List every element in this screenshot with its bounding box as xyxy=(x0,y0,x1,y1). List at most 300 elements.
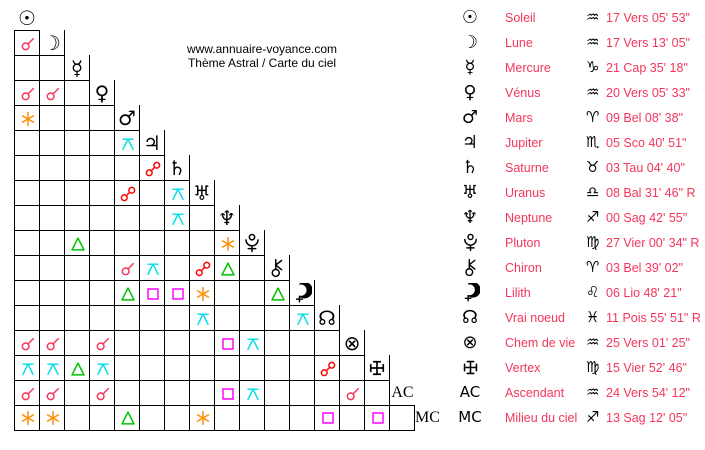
legend-row-soleil xyxy=(450,5,705,30)
aspect-cell-empty xyxy=(239,405,265,431)
aspect-cell-empty xyxy=(339,405,365,431)
grid-glyph-ascendant xyxy=(389,380,415,406)
aspect-cell-empty xyxy=(64,305,90,331)
sagittarius-icon: ♐ xyxy=(586,208,600,226)
aspect-quincunx-chiron-jupiter xyxy=(139,255,165,281)
legend-row-chem-de-vie xyxy=(450,330,705,355)
aspect-cell-empty xyxy=(89,230,115,256)
neptune-icon: ♆ xyxy=(218,206,236,230)
taurus-icon: ♉ xyxy=(586,158,600,176)
conjunction-icon xyxy=(45,386,61,402)
conjunction-icon xyxy=(20,336,36,352)
aspect-cell-empty xyxy=(264,405,290,431)
aspect-square-lilith-jupiter xyxy=(139,280,165,306)
aspect-cell-empty xyxy=(89,305,115,331)
legend-planet-name: Vénus xyxy=(505,85,541,100)
saturn-icon: ♄ xyxy=(168,156,186,180)
venus-icon: ♀ xyxy=(94,81,110,105)
aspect-cell-empty xyxy=(214,355,240,381)
aspect-trine-lilith-mars xyxy=(114,280,140,306)
aspect-cell-empty xyxy=(114,205,140,231)
legend-row-vertex xyxy=(450,355,705,380)
mc-label: MC xyxy=(458,408,482,426)
aspect-sextile-pluton-neptune xyxy=(214,230,240,256)
aspect-cell-empty xyxy=(289,405,315,431)
aspect-sextile-milieu-du-ciel-lune xyxy=(39,405,65,431)
jupiter-icon: ♃ xyxy=(461,131,479,153)
opposition-icon xyxy=(320,361,336,377)
aspect-cell-empty xyxy=(389,405,415,431)
aspect-trine-pluton-mercure xyxy=(64,230,90,256)
legend-planet-name: Vrai noeud xyxy=(505,310,565,325)
node-icon: ☊ xyxy=(318,306,336,330)
aspect-opposition-saturne-jupiter xyxy=(139,155,165,181)
uranus-icon: ♅ xyxy=(461,181,479,203)
aspect-cell-empty xyxy=(14,180,40,206)
aspect-cell-empty xyxy=(39,305,65,331)
aspect-cell-empty xyxy=(139,355,165,381)
aspect-cell-empty xyxy=(339,355,365,381)
aspect-quincunx-vrai-noeud-uranus xyxy=(189,305,215,331)
aspect-opposition-uranus-mars xyxy=(114,180,140,206)
aspect-trine-lilith-chiron xyxy=(264,280,290,306)
mercury-icon: ☿ xyxy=(70,56,84,80)
mars-icon: ♂ xyxy=(461,106,479,128)
grid-glyph-lune xyxy=(39,30,65,56)
sextile-icon xyxy=(45,410,61,426)
page-title xyxy=(150,42,374,70)
aspect-cell-empty xyxy=(64,330,90,356)
aspect-cell-empty xyxy=(14,230,40,256)
venus-icon: ♀ xyxy=(463,81,477,103)
aspect-opposition-chiron-uranus xyxy=(189,255,215,281)
aspect-cell-empty xyxy=(239,255,265,281)
aspect-cell-empty xyxy=(189,355,215,381)
aspect-cell-empty xyxy=(214,405,240,431)
legend-planet-name: Uranus xyxy=(505,185,546,200)
lilith-icon xyxy=(450,283,490,302)
trine-icon xyxy=(120,286,136,302)
aspect-cell-empty xyxy=(314,380,340,406)
aspect-cell-empty xyxy=(114,330,140,356)
legend-position: 03 Bel 39' 02" xyxy=(606,260,684,275)
aspect-cell-empty xyxy=(64,155,90,181)
aspect-cell-empty xyxy=(314,330,340,356)
trine-icon xyxy=(70,236,86,252)
grid-glyph-chiron xyxy=(264,255,290,281)
aspect-cell-empty xyxy=(14,55,40,81)
legend-planet-name: Neptune xyxy=(505,210,553,225)
aspect-cell-empty xyxy=(64,380,90,406)
conjunction-icon xyxy=(95,336,111,352)
quincunx-icon xyxy=(145,261,161,277)
aries-icon: ♈ xyxy=(586,108,600,126)
aspect-cell-empty xyxy=(14,255,40,281)
trine-icon xyxy=(220,261,236,277)
aspect-cell-empty xyxy=(14,305,40,331)
conjunction-icon xyxy=(120,261,136,277)
legend-position: 17 Vers 05' 53" xyxy=(606,10,690,25)
grid-glyph-chem-de-vie xyxy=(339,330,365,356)
pisces-icon: ♓ xyxy=(586,308,600,326)
legend-row-uranus xyxy=(450,180,705,205)
aspect-cell-empty xyxy=(64,80,90,106)
legend-planet-name: Mars xyxy=(505,110,533,125)
aspect-cell-empty xyxy=(139,305,165,331)
legend-position: 15 Vier 52' 46" xyxy=(606,360,687,375)
aspect-cell-empty xyxy=(164,230,190,256)
legend-row-milieu-du-ciel xyxy=(450,405,705,430)
aspect-quincunx-vrai-noeud-lilith xyxy=(289,305,315,331)
aspect-conjunction-lune-soleil xyxy=(14,30,40,56)
legend-position: 21 Cap 35' 18" xyxy=(606,60,688,75)
aspect-conjunction-venus-soleil xyxy=(14,80,40,106)
square-icon xyxy=(145,286,161,302)
square-icon xyxy=(220,386,236,402)
legend-row-ascendant xyxy=(450,380,705,405)
quincunx-icon xyxy=(45,361,61,377)
aspect-cell-empty xyxy=(89,280,115,306)
quincunx-icon xyxy=(295,311,311,327)
aspect-quincunx-uranus-saturne xyxy=(164,180,190,206)
aspect-conjunction-chem-de-vie-lune xyxy=(39,330,65,356)
aspect-cell-empty xyxy=(239,305,265,331)
aspect-conjunction-ascendant-soleil xyxy=(14,380,40,406)
grid-glyph-pluton xyxy=(239,230,265,256)
aspect-cell-empty xyxy=(264,380,290,406)
conjunction-icon xyxy=(20,36,36,52)
aspect-square-milieu-du-ciel-vertex xyxy=(364,405,390,431)
jupiter-icon: ♃ xyxy=(143,131,161,155)
square-icon xyxy=(170,286,186,302)
sextile-icon xyxy=(195,410,211,426)
aspect-cell-empty xyxy=(164,405,190,431)
aspect-cell-empty xyxy=(89,205,115,231)
aspect-quincunx-chem-de-vie-pluton xyxy=(239,330,265,356)
aspect-cell-empty xyxy=(264,305,290,331)
sextile-icon xyxy=(20,111,36,127)
aspect-cell-empty xyxy=(64,255,90,281)
pluto-icon xyxy=(242,233,262,253)
legend-row-lune xyxy=(450,30,705,55)
part_of_fortune-icon: ⊗ xyxy=(462,331,478,353)
lilith-icon xyxy=(292,283,312,303)
grid-glyph-vertex xyxy=(364,355,390,381)
aspect-conjunction-ascendant-venus xyxy=(89,380,115,406)
chiron-icon xyxy=(267,258,287,278)
planet-legend xyxy=(450,0,705,450)
aspect-conjunction-chem-de-vie-soleil xyxy=(14,330,40,356)
quincunx-icon xyxy=(170,211,186,227)
sextile-icon xyxy=(20,410,36,426)
aspect-conjunction-ascendant-lune xyxy=(39,380,65,406)
aspect-cell-empty xyxy=(264,330,290,356)
grid-glyph-neptune xyxy=(214,205,240,231)
legend-row-neptune xyxy=(450,205,705,230)
ac-label: AC xyxy=(391,384,414,401)
opposition-icon xyxy=(145,161,161,177)
aspect-cell-empty xyxy=(89,155,115,181)
quincunx-icon xyxy=(170,186,186,202)
grid-glyph-milieu-du-ciel xyxy=(414,405,440,431)
aspect-cell-empty xyxy=(64,205,90,231)
grid-glyph-mercure xyxy=(64,55,90,81)
aspect-cell-empty xyxy=(64,280,90,306)
chiron-icon xyxy=(461,258,480,277)
aspect-cell-empty xyxy=(64,180,90,206)
aspect-square-chem-de-vie-neptune xyxy=(214,330,240,356)
virgo-icon: ♍ xyxy=(586,358,600,376)
legend-planet-name: Vertex xyxy=(505,360,541,375)
aspect-cell-empty xyxy=(164,355,190,381)
conjunction-icon xyxy=(20,86,36,102)
saturn-icon: ♄ xyxy=(461,156,479,178)
grid-glyph-uranus xyxy=(189,180,215,206)
quincunx-icon xyxy=(95,361,111,377)
legend-position: 24 Vers 54' 12" xyxy=(606,385,690,400)
aspect-cell-empty xyxy=(114,155,140,181)
conjunction-icon xyxy=(45,86,61,102)
aspect-cell-empty xyxy=(114,355,140,381)
aspect-cell-empty xyxy=(39,230,65,256)
legend-position: 09 Bel 08' 38" xyxy=(606,110,684,125)
legend-planet-name: Mercure xyxy=(505,60,551,75)
quincunx-icon xyxy=(120,136,136,152)
aspect-cell-empty xyxy=(64,405,90,431)
ac-label: AC xyxy=(459,383,481,401)
aspect-cell-empty xyxy=(39,55,65,81)
aspect-quincunx-neptune-saturne xyxy=(164,205,190,231)
aspect-cell-empty xyxy=(164,330,190,356)
leo-icon: ♌ xyxy=(586,283,600,301)
aquarius-icon: ♒ xyxy=(586,83,600,101)
neptune-icon: ♆ xyxy=(461,206,479,228)
aspect-sextile-lilith-uranus xyxy=(189,280,215,306)
sun-icon: ☉ xyxy=(461,6,479,28)
aspect-cell-empty xyxy=(139,180,165,206)
aspect-cell-empty xyxy=(189,380,215,406)
grid-glyph-lilith xyxy=(289,280,315,306)
aspect-cell-empty xyxy=(139,380,165,406)
aspect-cell-empty xyxy=(164,305,190,331)
opposition-icon xyxy=(120,186,136,202)
mercury-icon: ☿ xyxy=(464,56,476,78)
grid-glyph-venus xyxy=(89,80,115,106)
aspect-conjunction-ascendant-chem-de-vie xyxy=(339,380,365,406)
quincunx-icon xyxy=(20,361,36,377)
sextile-icon xyxy=(195,286,211,302)
uranus-icon: ♅ xyxy=(193,181,211,205)
legend-planet-name: Lune xyxy=(505,35,533,50)
aspect-cell-empty xyxy=(39,130,65,156)
aspect-cell-empty xyxy=(189,330,215,356)
trine-icon xyxy=(270,286,286,302)
legend-planet-name: Jupiter xyxy=(505,135,543,150)
aspect-cell-empty xyxy=(289,355,315,381)
quincunx-icon xyxy=(195,311,211,327)
aspect-cell-empty xyxy=(39,155,65,181)
aspect-square-milieu-du-ciel-vrai-noeud xyxy=(314,405,340,431)
aspect-cell-empty xyxy=(89,255,115,281)
libra-icon: ♎ xyxy=(586,183,600,201)
aspect-quincunx-vertex-lune xyxy=(39,355,65,381)
legend-position: 05 Sco 40' 51" xyxy=(606,135,687,150)
square-icon xyxy=(220,336,236,352)
aspect-cell-empty xyxy=(39,280,65,306)
mars-icon: ♂ xyxy=(118,106,136,130)
aspect-cell-empty xyxy=(114,380,140,406)
grid-glyph-mars xyxy=(114,105,140,131)
square-icon xyxy=(370,410,386,426)
legend-position: 25 Vers 01' 25" xyxy=(606,335,690,350)
aries-icon: ♈ xyxy=(586,258,600,276)
mc-label: MC xyxy=(415,409,440,426)
aspect-cell-empty xyxy=(189,230,215,256)
aspect-cell-empty xyxy=(64,130,90,156)
aspect-quincunx-vertex-venus xyxy=(89,355,115,381)
aspect-quincunx-jupiter-mars xyxy=(114,130,140,156)
vertex-icon xyxy=(461,358,480,377)
aspect-sextile-milieu-du-ciel-uranus xyxy=(189,405,215,431)
aspect-opposition-vertex-vrai-noeud xyxy=(314,355,340,381)
aspect-cell-empty xyxy=(364,380,390,406)
sextile-icon xyxy=(220,236,236,252)
aquarius-icon: ♒ xyxy=(586,333,600,351)
aspect-cell-empty xyxy=(14,155,40,181)
legend-position: 00 Sag 42' 55" xyxy=(606,210,688,225)
aspect-cell-empty xyxy=(289,330,315,356)
aquarius-icon: ♒ xyxy=(586,383,600,401)
aspect-trine-chiron-neptune xyxy=(214,255,240,281)
aspect-cell-empty xyxy=(89,180,115,206)
aspect-cell-empty xyxy=(89,105,115,131)
legend-row-chiron xyxy=(450,255,705,280)
site-url: www.annuaire-voyance.com xyxy=(186,42,338,56)
aspect-quincunx-vertex-soleil xyxy=(14,355,40,381)
aspect-cell-empty xyxy=(139,405,165,431)
node-icon: ☊ xyxy=(462,306,478,328)
legend-row-saturne xyxy=(450,155,705,180)
aspect-cell-empty xyxy=(139,330,165,356)
aspect-cell-empty xyxy=(39,255,65,281)
aspect-square-lilith-saturne xyxy=(164,280,190,306)
aspect-cell-empty xyxy=(189,205,215,231)
aspect-cell-empty xyxy=(139,230,165,256)
legend-row-vrai-noeud xyxy=(450,305,705,330)
chart-title: Thème Astral / Carte du ciel xyxy=(187,56,337,70)
grid-glyph-vrai-noeud xyxy=(314,305,340,331)
aquarius-icon: ♒ xyxy=(586,8,600,26)
lilith-icon xyxy=(461,283,480,302)
aspect-cell-empty xyxy=(214,280,240,306)
square-icon xyxy=(320,410,336,426)
aspect-cell-empty xyxy=(214,305,240,331)
legend-row-mars xyxy=(450,105,705,130)
legend-position: 03 Tau 04' 40" xyxy=(606,160,685,175)
conjunction-icon xyxy=(95,386,111,402)
aspect-cell-empty xyxy=(264,355,290,381)
legend-planet-name: Soleil xyxy=(505,10,536,25)
part_of_fortune-icon: ⊗ xyxy=(343,331,361,355)
moon-icon: ☽ xyxy=(43,31,61,55)
trine-icon xyxy=(70,361,86,377)
aspect-conjunction-venus-lune xyxy=(39,80,65,106)
capricorn-icon: ♑ xyxy=(586,58,600,76)
aspect-cell-empty xyxy=(164,380,190,406)
vertex-icon xyxy=(450,358,490,377)
quincunx-icon xyxy=(245,386,261,402)
legend-position: 13 Sag 12' 05" xyxy=(606,410,688,425)
opposition-icon xyxy=(195,261,211,277)
legend-planet-name: Chiron xyxy=(505,260,542,275)
aspect-cell-empty xyxy=(14,280,40,306)
moon-icon: ☽ xyxy=(461,31,479,53)
legend-position: 06 Lio 48' 21" xyxy=(606,285,682,300)
conjunction-icon xyxy=(20,386,36,402)
conjunction-icon xyxy=(345,386,361,402)
legend-position: 20 Vers 05' 33" xyxy=(606,85,690,100)
aspect-cell-empty xyxy=(164,255,190,281)
aspect-cell-empty xyxy=(39,105,65,131)
legend-row-mercure xyxy=(450,55,705,80)
aspect-sextile-milieu-du-ciel-soleil xyxy=(14,405,40,431)
aspect-cell-empty xyxy=(114,305,140,331)
legend-position: 27 Vier 00' 34" R xyxy=(606,235,700,250)
legend-planet-name: Saturne xyxy=(505,160,549,175)
aspect-sextile-mars-soleil xyxy=(14,105,40,131)
legend-row-pluton xyxy=(450,230,705,255)
grid-glyph-jupiter xyxy=(139,130,165,156)
legend-planet-name: Pluton xyxy=(505,235,541,250)
legend-planet-name: Chem de vie xyxy=(505,335,576,350)
sun-icon: ☉ xyxy=(18,6,36,30)
aspect-cell-empty xyxy=(14,205,40,231)
grid-glyph-soleil xyxy=(14,5,40,31)
aspect-trine-milieu-du-ciel-mars xyxy=(114,405,140,431)
virgo-icon: ♍ xyxy=(586,233,600,251)
aspect-cell-empty xyxy=(239,355,265,381)
conjunction-icon xyxy=(45,336,61,352)
aspect-square-ascendant-neptune xyxy=(214,380,240,406)
pluto-icon xyxy=(461,233,480,252)
aspect-cell-empty xyxy=(39,205,65,231)
aspect-cell-empty xyxy=(89,405,115,431)
legend-planet-name: Milieu du ciel xyxy=(505,410,578,425)
quincunx-icon xyxy=(245,336,261,352)
trine-icon xyxy=(120,410,136,426)
aspect-cell-empty xyxy=(39,180,65,206)
aspect-cell-empty xyxy=(89,130,115,156)
aspect-cell-empty xyxy=(239,280,265,306)
chiron-icon xyxy=(450,258,490,277)
aspect-conjunction-chiron-mars xyxy=(114,255,140,281)
scorpio-icon: ♏ xyxy=(586,133,600,151)
legend-position: 08 Bal 31' 46" R xyxy=(606,185,696,200)
aspect-cell-empty xyxy=(139,205,165,231)
grid-glyph-saturne xyxy=(164,155,190,181)
pluto-icon xyxy=(450,233,490,252)
sagittarius-icon: ♐ xyxy=(586,408,600,426)
aspect-trine-vertex-mercure xyxy=(64,355,90,381)
legend-planet-name: Ascendant xyxy=(505,385,565,400)
aquarius-icon: ♒ xyxy=(586,33,600,51)
legend-row-jupiter xyxy=(450,130,705,155)
aspect-quincunx-ascendant-pluton xyxy=(239,380,265,406)
legend-position: 17 Vers 13' 05" xyxy=(606,35,690,50)
aspect-cell-empty xyxy=(289,380,315,406)
aspect-cell-empty xyxy=(114,230,140,256)
legend-position: 11 Pois 55' 51" R xyxy=(606,310,701,325)
